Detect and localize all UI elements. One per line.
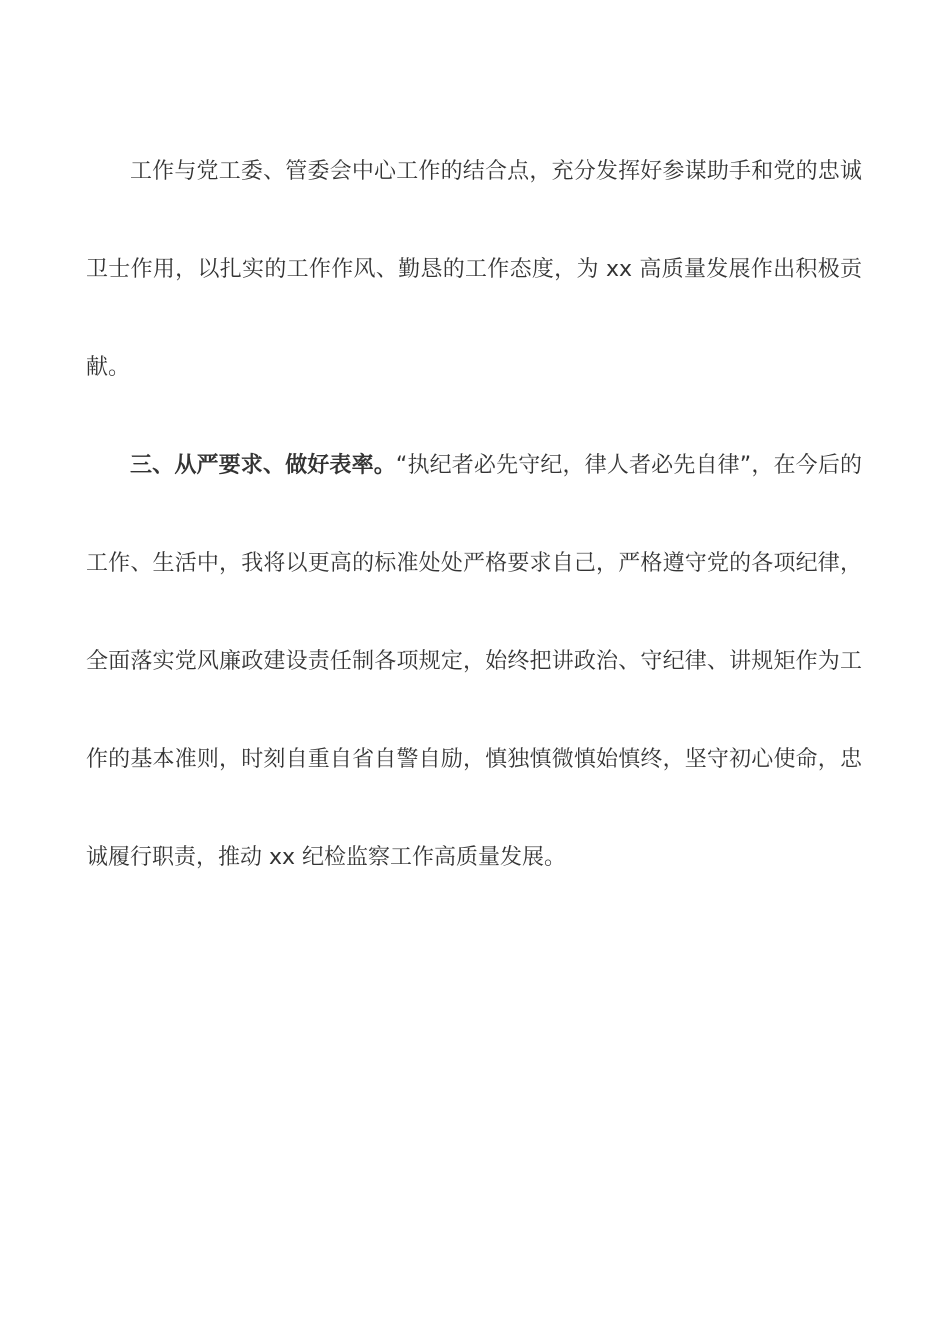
document-body bbox=[86, 123, 862, 907]
paragraph-2-text: “执纪者必先守纪，律人者必先自律”，在今后的工作、生活中，我将以更高的标准处处严格要求自己，严格遵守党的各项纪律，全面落实党风廉政建设责任制各项规定，始终把讲政治、守纪律、讲规矩作为工作的基本准则，时刻自重自省自警自励，慎独慎微慎始慎终，坚守初心使命，忠诚履行职责，推动 xx 纪检监察工作高质量发展。 bbox=[86, 453, 862, 870]
paragraph-1 bbox=[86, 123, 862, 417]
section-heading-three: 三、从严要求、做好表率。 bbox=[130, 453, 396, 478]
paragraph-2 bbox=[86, 417, 862, 907]
paragraph-1-text: 工作与党工委、管委会中心工作的结合点，充分发挥好参谋助手和党的忠诚卫士作用，以扎实的工作作风、勤恳的工作态度，为 xx 高质量发展作出积极贡献。 bbox=[86, 159, 862, 380]
